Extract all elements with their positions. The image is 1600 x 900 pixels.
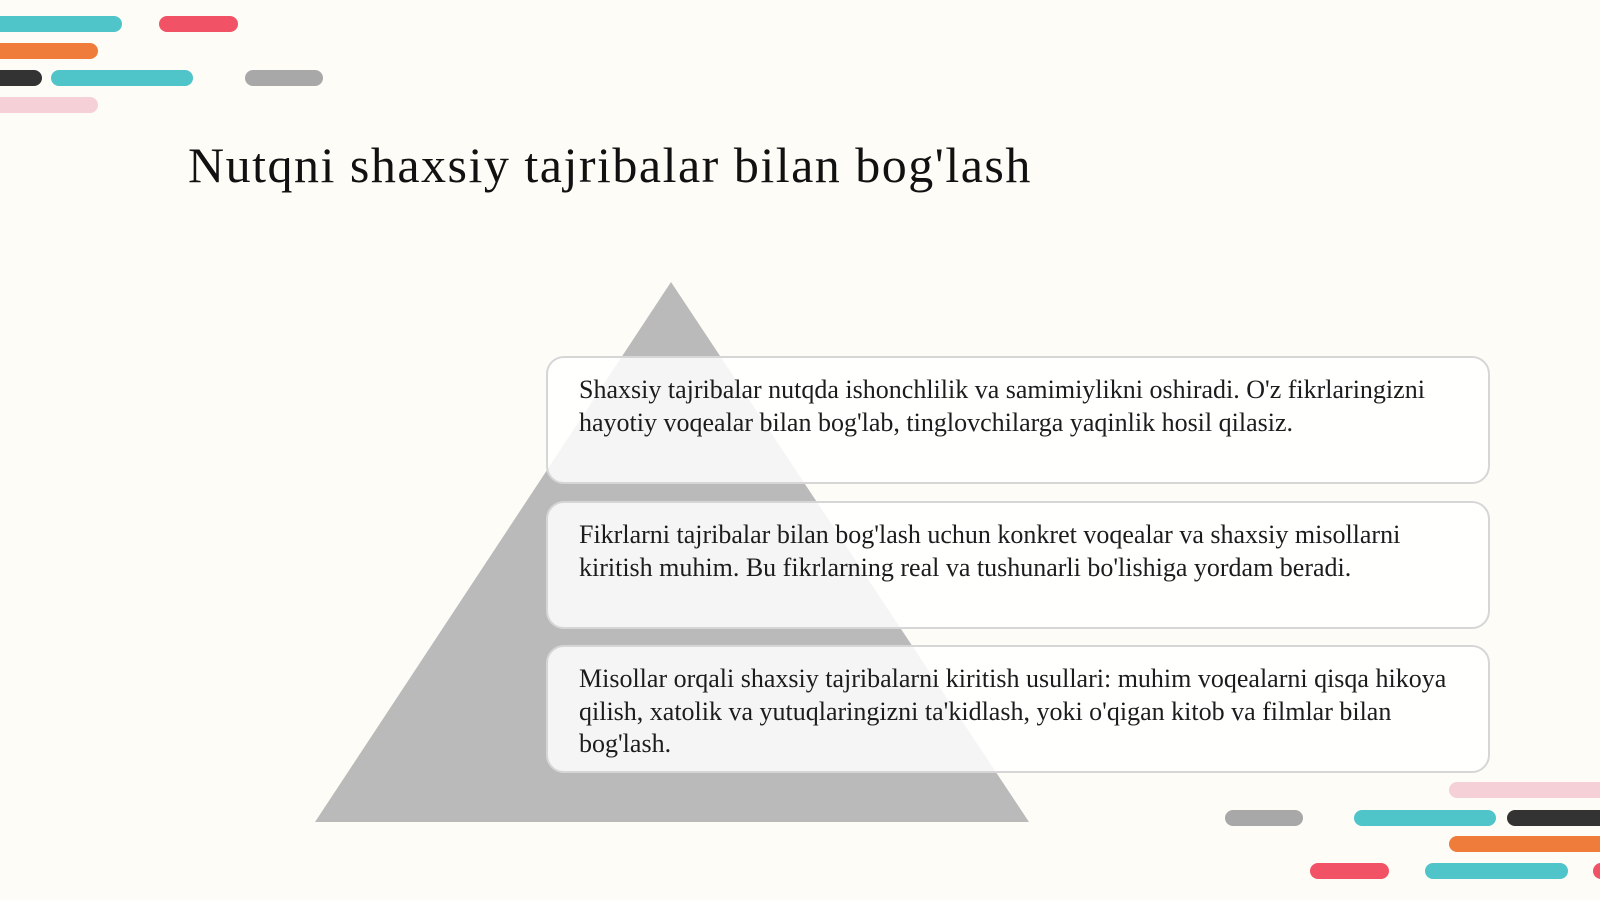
- pyramid-card-1: Shaxsiy tajribalar nutqda ishonchlilik va samimiylikni oshiradi. O'z fikrlaringizni hayotiy voqealar bilan bog'lab, tinglovchilarga yaqinlik hosil qilasiz.: [546, 356, 1490, 484]
- slide-title: Nutqni shaxsiy tajribalar bilan bog'lash: [188, 137, 1032, 193]
- pyramid-card-3: Misollar orqali shaxsiy tajribalarni kiritish usullari: muhim voqealarni qisqa hikoya qilish, xatolik va yutuqlaringizni ta'kidlash, yoki o'qigan kitob va filmlar bilan bog'lash.: [546, 645, 1490, 773]
- pyramid-card-2: Fikrlarni tajribalar bilan bog'lash uchun konkret voqealar va shaxsiy misollarni kiritish muhim. Bu fikrlarning real va tushunarli bo'lishiga yordam beradi.: [546, 501, 1490, 629]
